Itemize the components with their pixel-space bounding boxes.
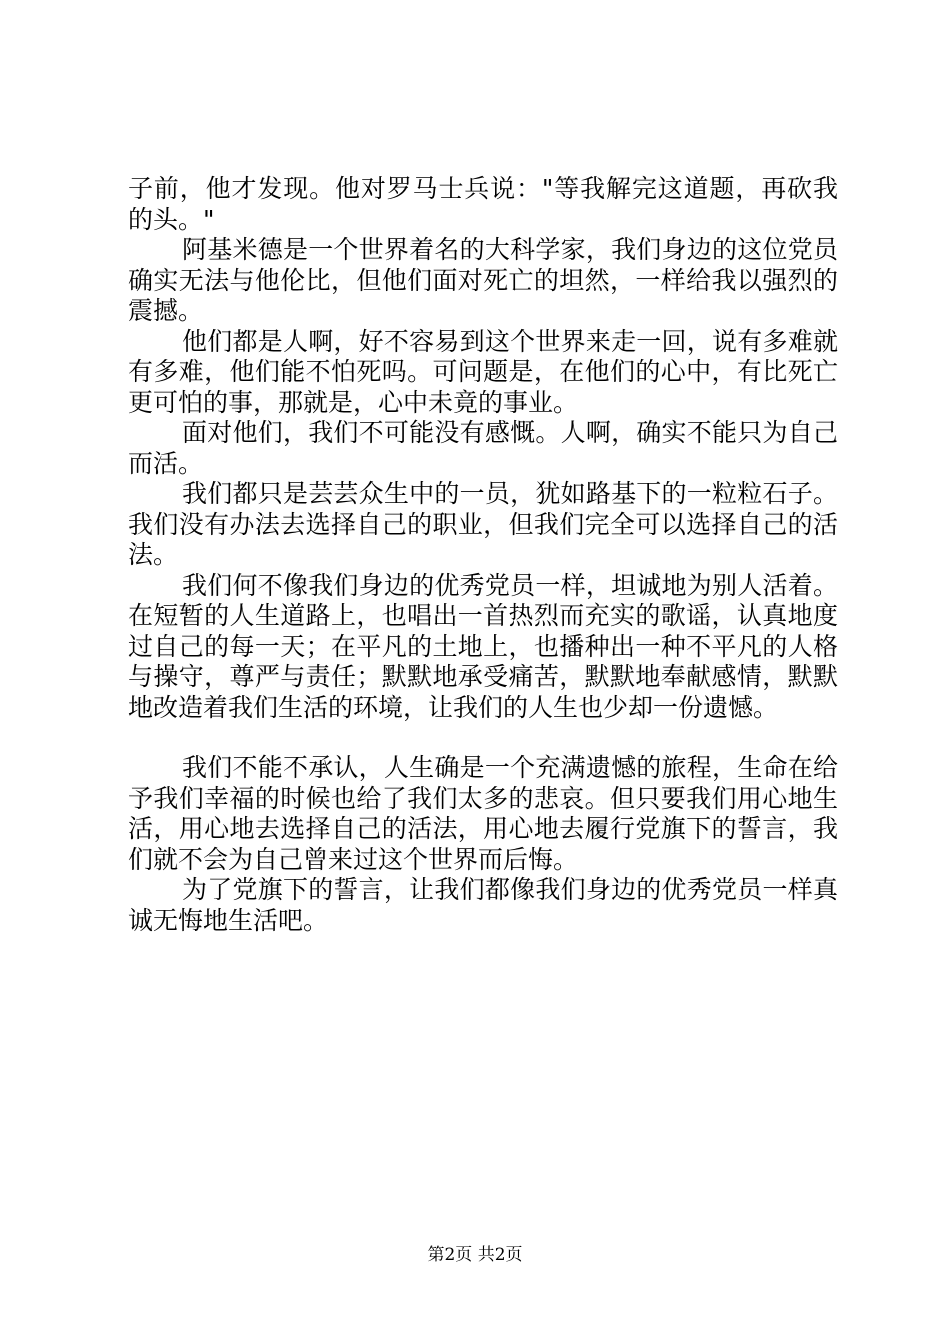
paragraph-2: 阿基米德是一个世界着名的大科学家，我们身边的这位党员确实无法与他伦比，但他们面对死亡的坦然，一样给我以强烈的震撼。 xyxy=(128,235,838,325)
paragraph-4: 面对他们，我们不可能没有感慨。人啊，确实不能只为自己而活。 xyxy=(128,418,838,478)
paragraph-3: 他们都是人啊，好不容易到这个世界来走一回，说有多难就有多难，他们能不怕死吗。可问题是，在他们的心中，有比死亡更可怕的事，那就是，心中未竟的事业。 xyxy=(128,326,838,417)
paragraph-8: 为了党旗下的誓言，让我们都像我们身边的优秀党员一样真诚无悔地生活吧。 xyxy=(128,875,838,935)
paragraph-5: 我们都只是芸芸众生中的一员，犹如路基下的一粒粒石子。我们没有办法去选择自己的职业，但我们完全可以选择自己的活法。 xyxy=(128,479,838,569)
paragraph-6: 我们何不像我们身边的优秀党员一样，坦诚地为别人活着。在短暂的人生道路上，也唱出一首热烈而充实的歌谣，认真地度过自己的每一天；在平凡的土地上，也播种出一种不平凡的人格与操守，尊严与责任；默默地承受痛苦，默默地奉献感情，默默地改造着我们生活的环境，让我们的人生也少却一份遗憾。 xyxy=(128,570,838,722)
document-body xyxy=(128,174,838,936)
paragraph-7: 我们不能不承认，人生确是一个充满遗憾的旅程，生命在给予我们幸福的时候也给了我们太多的悲哀。但只要我们用心地生活，用心地去选择自己的活法，用心地去履行党旗下的誓言，我们就不会为自己曾来过这个世界而后悔。 xyxy=(128,753,838,874)
paragraph-1: 子前，他才发现。他对罗马士兵说："等我解完这道题，再砍我的头。" xyxy=(128,174,838,234)
paragraph-spacer xyxy=(128,723,838,753)
page-number-footer: 第2页 共2页 xyxy=(427,1245,523,1265)
